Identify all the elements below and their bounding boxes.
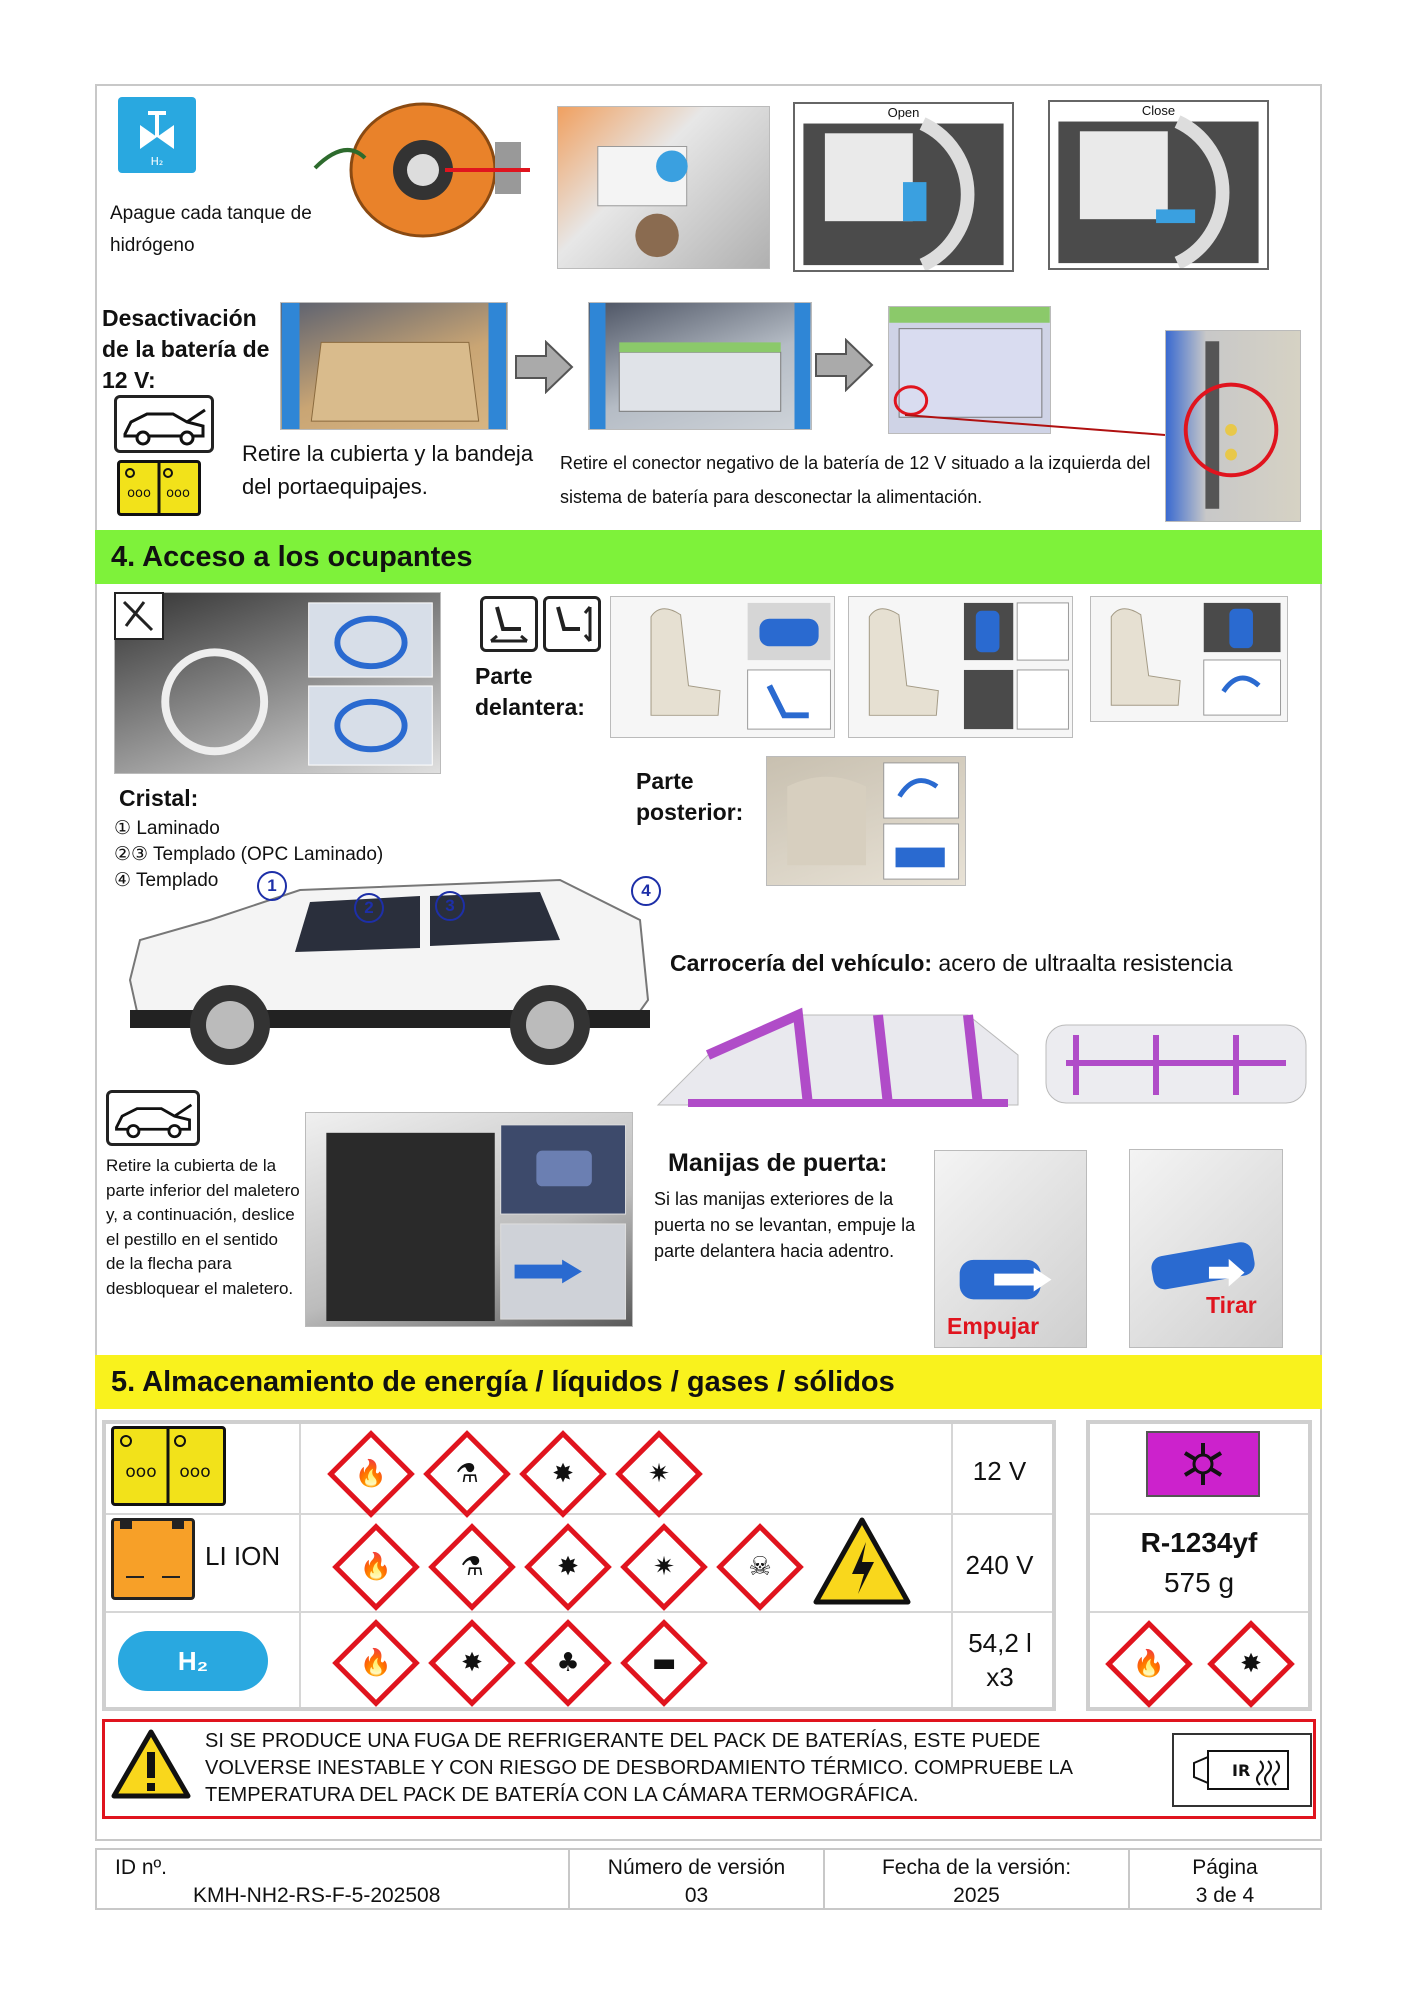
refrigerant-amount: 575 g (1163, 1567, 1235, 1598)
footer-date-label: Fecha de la versión: (881, 1856, 1072, 1879)
svg-text:ooo: ooo (179, 1462, 211, 1482)
flammable-hazard-icon-2: 🔥 (332, 1523, 420, 1611)
front-seat-slide-image (610, 596, 835, 738)
trunk-caption: Retire la cubierta de la parte inferior del maletero y, a continuación, deslice el pestillo en el sentido de la flecha para desbloquear el maletero. (106, 1156, 300, 1298)
footer-id-label: ID nº. (115, 1856, 168, 1879)
car-side-image (120, 860, 660, 1068)
door-push-image (934, 1150, 1087, 1348)
li-ion-label: LI ION (205, 1541, 281, 1571)
connector-closeup-image (1165, 330, 1301, 522)
handles-text: Si las manijas exteriores de la puerta no se levantan, empuje la parte delantera hacia adentro. (654, 1189, 916, 1261)
glass-marker-3-num: 3 (435, 891, 465, 921)
section5-header: 5. Almacenamiento de energía / líquidos / gases / sólidos (95, 1355, 1322, 1409)
health-hazard-icon-3: ✸ (428, 1619, 516, 1707)
footer-version-cell (568, 1848, 825, 1910)
svg-text:H₂: H₂ (150, 155, 164, 168)
car-trunk-icon-2 (106, 1090, 200, 1146)
flammable-hazard-icon: 🔥 (327, 1430, 415, 1518)
corrosive-hazard-icon-2: ⚗ (428, 1523, 516, 1611)
glass-marker-2 (354, 893, 384, 923)
toxic-hazard-icon: ☠ (716, 1523, 804, 1611)
battery-tray-image (588, 302, 812, 430)
arrow-right-icon (514, 340, 574, 394)
footer-id-cell (95, 1848, 570, 1910)
h2-valve-icon (118, 97, 196, 173)
warning-text: SI SE PRODUCE UNA FUGA DE REFRIGERANTE DEL PACK DE BATERÍAS, ESTE PUEDE VOLVERSE INESTABLE Y CON RIESGO DE DESBORDAMIENTO TÉRMICO. COMPRUEBE LA TEMPERATURA DEL PACK DE BATERÍA CON LA CÁMARA TERMOGRÁFICA. (205, 1730, 1072, 1806)
close-label: Close (1141, 103, 1176, 118)
explosive-hazard-icon-2: ✷ (620, 1523, 708, 1611)
push-label: Empujar (947, 1313, 1040, 1339)
body-label (670, 948, 1320, 979)
glass-marker-1-num: 1 (257, 871, 287, 901)
glass-marker-3 (435, 891, 465, 921)
body-label-bold: Carrocería del vehículo: (670, 950, 933, 976)
footer-id-value: KMH-NH2-RS-F-5-202508 (193, 1884, 441, 1907)
car-trunk-icon (114, 395, 214, 453)
trunk-latch-image (305, 1112, 633, 1327)
footer-date-value: 2025 (953, 1884, 1000, 1907)
ir-label: IR (1232, 1761, 1251, 1780)
refrigerant-name: R-1234yf (1140, 1527, 1258, 1558)
li-ion-battery-icon (111, 1518, 195, 1600)
hydrogen-tank-image (305, 98, 530, 238)
glass-text-2: Templado (OPC Laminado) (153, 844, 384, 865)
body-structure-top-image (1036, 1005, 1316, 1123)
glass-num-3: ④ (114, 870, 132, 891)
glass-marker-4-num: 4 (631, 876, 661, 906)
battery-icon (117, 460, 201, 516)
glass-num-2: ②③ (114, 844, 149, 865)
arrow-right-icon-2 (814, 338, 874, 392)
rear-seat-label: Parte posterior: (636, 768, 744, 825)
step2-caption: Retire el conector negativo de la batería de 12 V situado a la izquierda del sistema de batería para desconectar la alimentación. (560, 453, 1151, 507)
thermal-camera-icon (1172, 1733, 1312, 1807)
footer-page-value: 3 de 4 (1195, 1884, 1255, 1907)
section4-header: 4. Acceso a los ocupantes (95, 530, 1322, 584)
valve-open-image (793, 102, 1014, 272)
trunk-cover-image (280, 302, 508, 430)
h2-tank-icon (118, 1631, 268, 1691)
row2-value: 240 V (965, 1550, 1034, 1580)
door-pull-image (1129, 1149, 1283, 1348)
pull-label: Tirar (1206, 1292, 1257, 1318)
seat-height-icon (543, 596, 601, 652)
body-label-rest: acero de ultraalta resistencia (932, 950, 1233, 976)
refrigerant-icon (1146, 1431, 1260, 1497)
battery-12v-icon (111, 1426, 226, 1506)
high-voltage-icon (812, 1516, 912, 1606)
steering-adjust-icon (114, 592, 164, 640)
flammable-hazard-icon-3: 🔥 (332, 1619, 420, 1707)
refrigerant-health-icon: ✸ (1207, 1620, 1295, 1708)
hydrogen-caption: Apague cada tanque de hidrógeno (110, 203, 312, 256)
gas-cylinder-hazard-icon: ▬ (620, 1619, 708, 1707)
front-seat-recline-image (1090, 596, 1288, 722)
footer-page-cell (1128, 1848, 1322, 1910)
footer-version-label: Número de versión (607, 1856, 786, 1879)
footer-date-cell (823, 1848, 1130, 1910)
svg-text:ooo: ooo (125, 1462, 157, 1482)
glass-marker-1 (257, 871, 287, 901)
health-hazard-icon: ✸ (519, 1430, 607, 1518)
glass-title: Cristal: (119, 785, 199, 811)
explosive-hazard-icon: ✷ (615, 1430, 703, 1518)
glass-num-1: ① (114, 818, 132, 839)
health-hazard-icon-2: ✸ (524, 1523, 612, 1611)
valve-close-image (1048, 100, 1269, 270)
environment-hazard-icon: ♣ (524, 1619, 612, 1707)
row1-value: 12 V (972, 1456, 1027, 1486)
battery-title: Desactivación de la batería de 12 V: (102, 305, 270, 393)
svg-text:ooo: ooo (166, 486, 190, 501)
refrigerant-flammable-icon: 🔥 (1105, 1620, 1193, 1708)
h2-tank-label: H₂ (177, 1646, 209, 1676)
footer-page-label: Página (1192, 1856, 1258, 1879)
glass-text-1: Laminado (136, 818, 220, 839)
glass-item-1 (114, 816, 474, 842)
front-seat-height-image (848, 596, 1073, 738)
step1-caption: Retire la cubierta y la bandeja del portaequipajes. (242, 441, 534, 499)
seat-slide-icon (480, 596, 538, 652)
front-seat-label: Parte delantera: (475, 663, 585, 720)
svg-text:ooo: ooo (127, 486, 151, 501)
handles-title: Manijas de puerta: (668, 1149, 888, 1177)
footer-version-value: 03 (684, 1884, 709, 1907)
glass-marker-2-num: 2 (354, 893, 384, 923)
valve-closeup-image (557, 106, 770, 269)
rear-seat-image (766, 756, 966, 886)
warning-triangle-icon (110, 1728, 192, 1800)
glass-text-3: Templado (135, 870, 219, 891)
body-structure-side-image (648, 995, 1028, 1125)
row3-value: 54,2 l x3 (968, 1628, 1032, 1692)
corrosive-hazard-icon: ⚗ (423, 1430, 511, 1518)
open-label: Open (887, 105, 920, 120)
glass-marker-4 (631, 876, 661, 906)
